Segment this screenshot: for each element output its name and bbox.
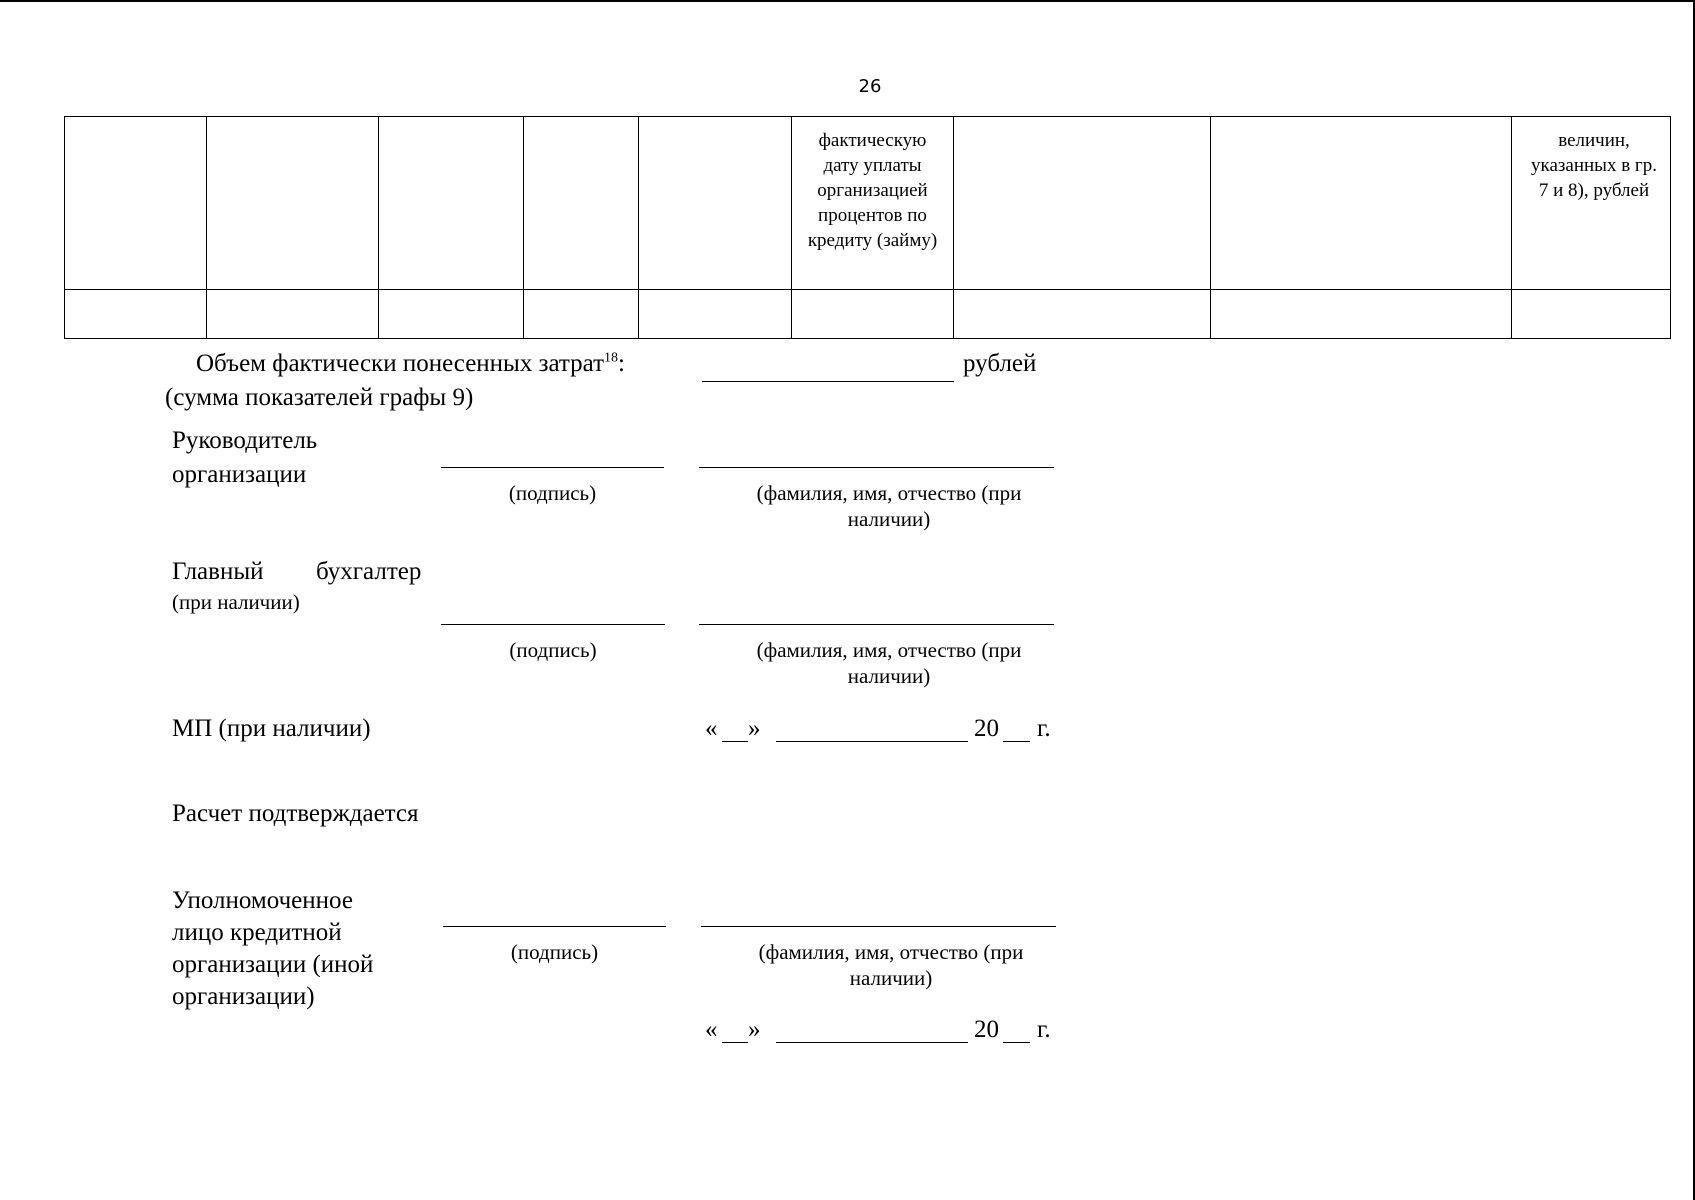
stamp-label: МП (при наличии) bbox=[172, 715, 371, 742]
bank-title-line4: организации) bbox=[172, 983, 315, 1010]
table-input-cell[interactable] bbox=[65, 290, 207, 339]
table-input-cell[interactable] bbox=[792, 290, 954, 339]
table-input-cell[interactable] bbox=[639, 290, 792, 339]
accountant-signature-caption: (подпись) bbox=[509, 638, 597, 662]
date2-year-prefix: 20 bbox=[974, 1016, 999, 1043]
table-cell bbox=[639, 117, 792, 290]
date-year-prefix: 20 bbox=[974, 715, 999, 742]
table-input-cell[interactable] bbox=[1512, 290, 1671, 339]
accountant-title-note: (при наличии) bbox=[172, 590, 300, 614]
date2-month-field[interactable] bbox=[776, 1042, 968, 1043]
page-top-border bbox=[0, 0, 1695, 2]
bank-name-caption-line1: (фамилия, имя, отчество (при bbox=[758, 940, 1024, 964]
bank-signature-caption: (подпись) bbox=[510, 940, 599, 964]
table-input-cell[interactable] bbox=[207, 290, 379, 339]
footnote-marker: 18 bbox=[604, 350, 619, 366]
date2-open-quote: « bbox=[705, 1016, 718, 1043]
accountant-title-word2: бухгалтер bbox=[316, 558, 422, 585]
table-cell bbox=[524, 117, 639, 290]
table-row bbox=[65, 290, 1671, 339]
accountant-signature-field[interactable] bbox=[441, 624, 665, 625]
head-signature-field[interactable] bbox=[441, 467, 664, 468]
confirmation-text: Расчет подтверждается bbox=[172, 800, 419, 827]
table-input-cell[interactable] bbox=[524, 290, 639, 339]
accountant-title-word1: Главный bbox=[172, 558, 264, 585]
head-name-caption-line2: наличии) bbox=[847, 507, 931, 531]
table-input-cell[interactable] bbox=[379, 290, 524, 339]
bank-title-line2: лицо кредитной bbox=[172, 919, 342, 946]
accountant-name-caption-line2: наличии) bbox=[847, 664, 931, 688]
bank-name-field[interactable] bbox=[701, 926, 1056, 927]
head-signature-caption: (подпись) bbox=[508, 481, 597, 505]
date-close-quote: » bbox=[748, 715, 761, 742]
costs-label: Объем фактически понесенных затрат$^{18}$: bbox=[196, 350, 625, 377]
accountant-name-field[interactable] bbox=[699, 624, 1054, 625]
table-header-row bbox=[65, 117, 1671, 290]
head-title-line2: организации bbox=[172, 461, 307, 488]
costs-unit: рублей bbox=[963, 350, 1037, 377]
header-cell-payment-date: фактическую дату уплаты организацией процентов по кредиту (займу) bbox=[792, 117, 954, 290]
bank-title-line3: организации (иной bbox=[172, 951, 374, 978]
table-cell bbox=[65, 117, 207, 290]
head-title-line1: Руководитель bbox=[172, 427, 318, 454]
head-name-field[interactable] bbox=[699, 467, 1054, 468]
table-cell bbox=[954, 117, 1211, 290]
date-month-field[interactable] bbox=[776, 741, 968, 742]
bank-title-line1: Уполномоченное bbox=[172, 887, 353, 914]
head-name-caption-line1: (фамилия, имя, отчество (при bbox=[756, 481, 1022, 505]
table-cell bbox=[379, 117, 524, 290]
costs-amount-field[interactable] bbox=[702, 381, 954, 382]
date2-year-suffix: г. bbox=[1037, 1016, 1051, 1043]
bank-signature-field[interactable] bbox=[443, 926, 666, 927]
costs-note: (сумма показателей графы 9) bbox=[165, 384, 474, 411]
table-cell bbox=[207, 117, 379, 290]
header-cell-values-rubles: величин, указанных в гр. 7 и 8), рублей bbox=[1512, 117, 1671, 290]
table-cell bbox=[1211, 117, 1512, 290]
accountant-name-caption-line1: (фамилия, имя, отчество (при bbox=[756, 638, 1022, 662]
table-input-cell[interactable] bbox=[954, 290, 1211, 339]
date-year-field[interactable] bbox=[1003, 741, 1030, 742]
date-day-field[interactable] bbox=[722, 741, 748, 742]
table-input-cell[interactable] bbox=[1211, 290, 1512, 339]
date2-day-field[interactable] bbox=[722, 1042, 748, 1043]
date2-close-quote: » bbox=[748, 1016, 761, 1043]
page-number: 26 bbox=[858, 76, 882, 97]
date-year-suffix: г. bbox=[1037, 715, 1051, 742]
date2-year-field[interactable] bbox=[1003, 1042, 1030, 1043]
bank-name-caption-line2: наличии) bbox=[849, 966, 933, 990]
calculation-table bbox=[64, 116, 1671, 339]
date-open-quote: « bbox=[705, 715, 718, 742]
